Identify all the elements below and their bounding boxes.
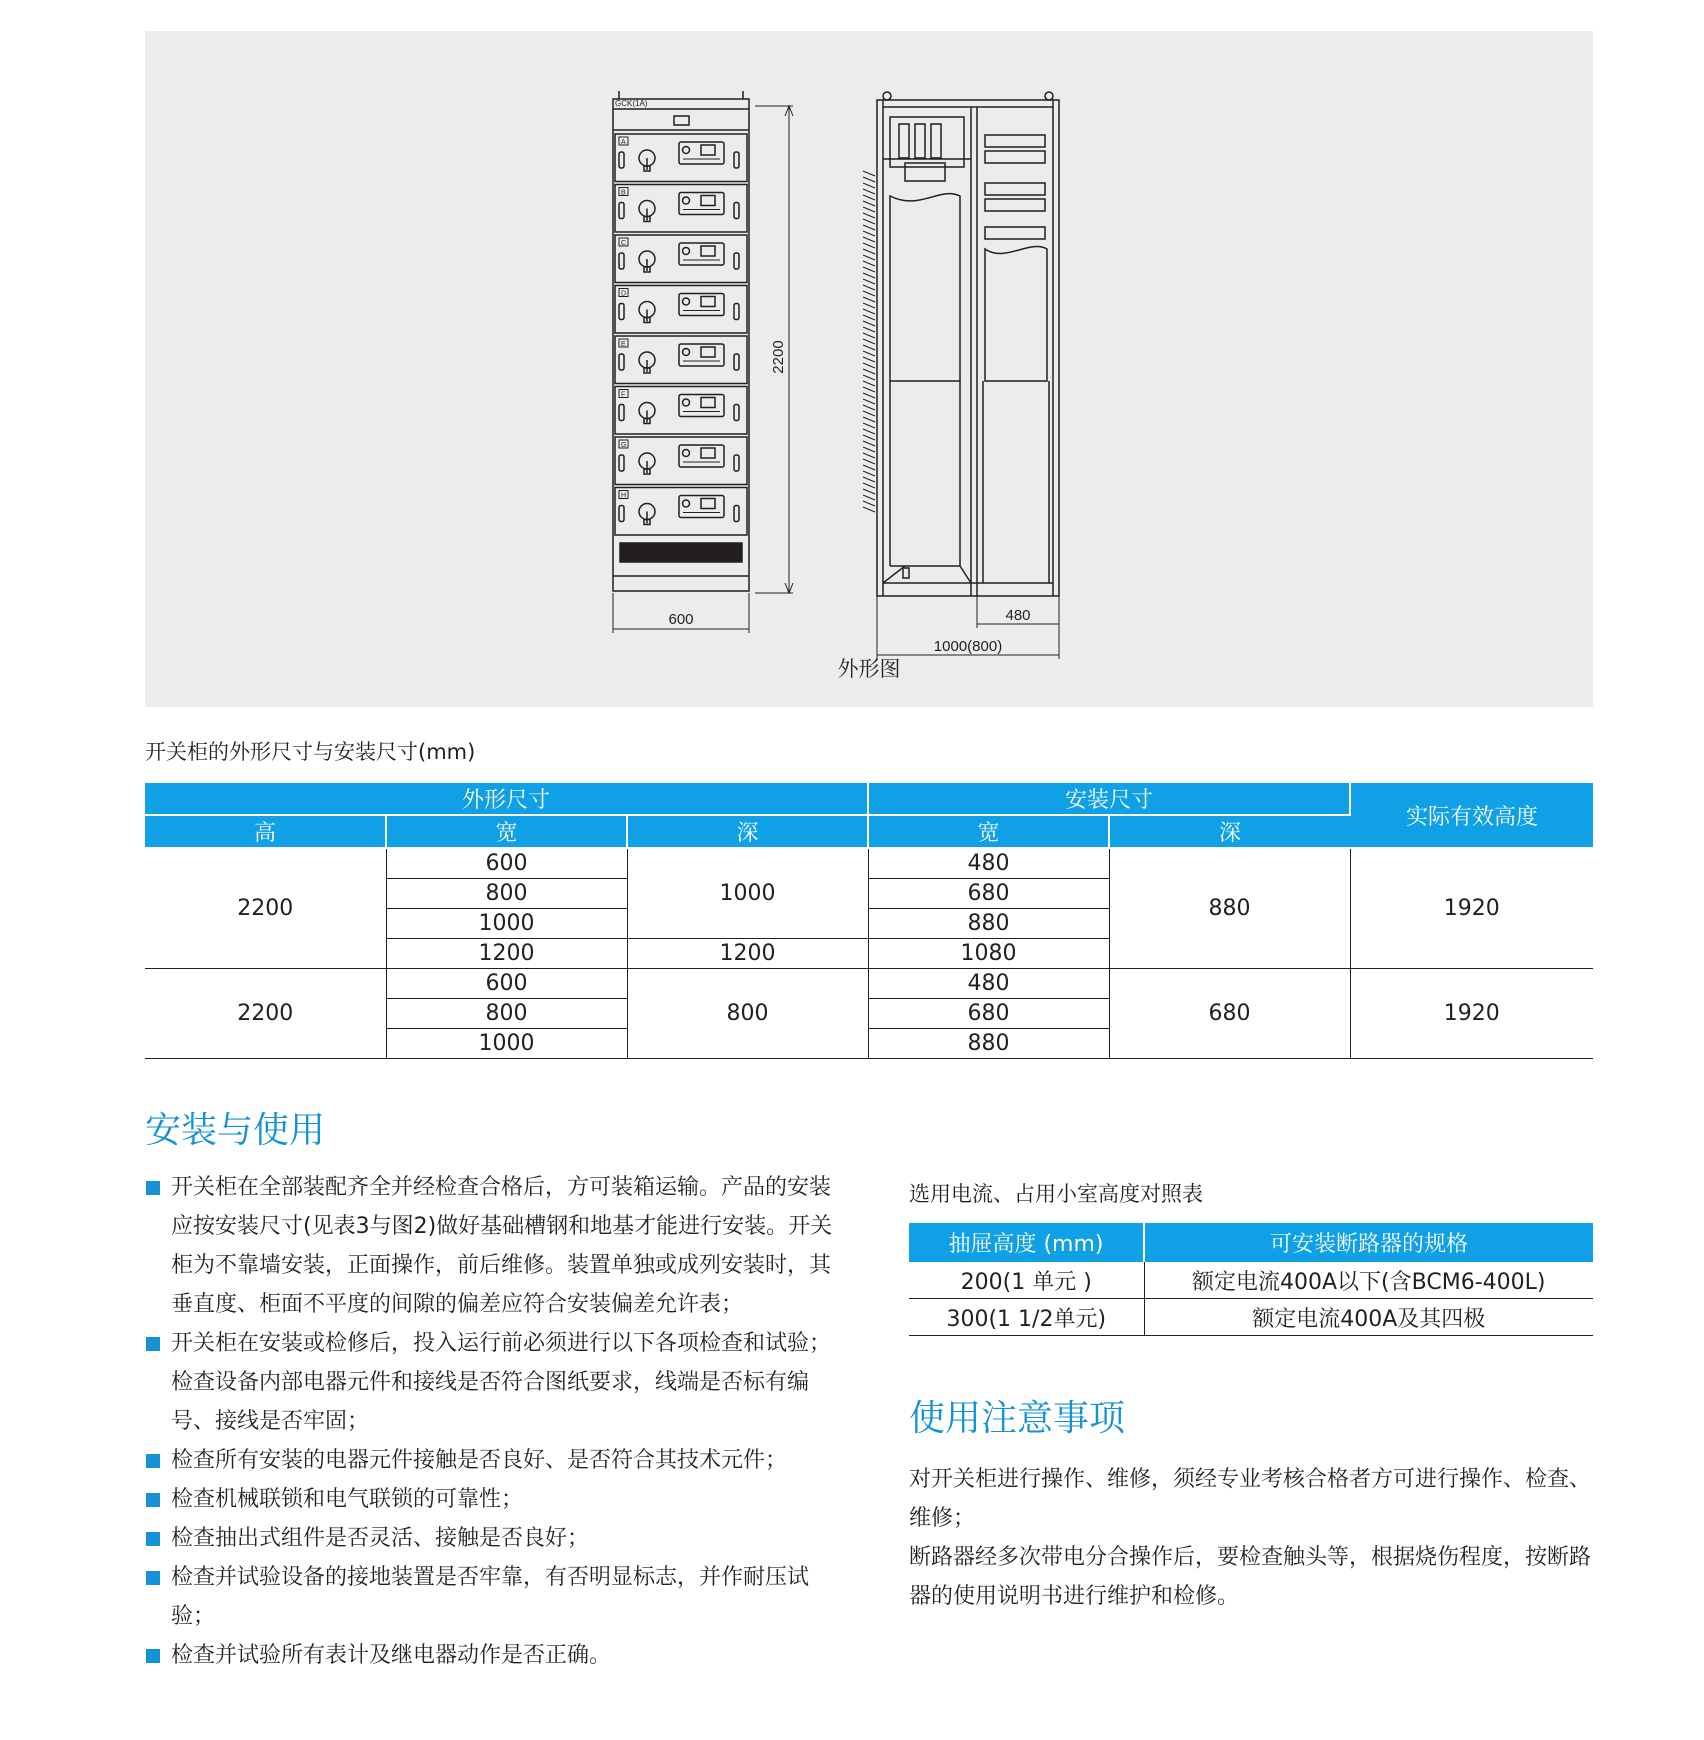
install-depth-cell: 880 xyxy=(1109,848,1350,969)
install-width-cell: 680 xyxy=(868,999,1109,1029)
list-item-text: 开关柜在安装或检修后，投入运行前必须进行以下各项检查和试验；检查设备内部电器元件和接线是否符合图纸要求，线端是否标有编号、接线是否牢固； xyxy=(171,1331,832,1434)
install-width-header: 宽 xyxy=(868,815,1109,848)
side-inner-dimension: 480 xyxy=(1005,607,1031,624)
drawer-letter: C xyxy=(621,240,627,247)
width-cell: 1200 xyxy=(386,939,627,969)
depth-cell: 1200 xyxy=(627,939,868,969)
install-width-cell: 880 xyxy=(868,1029,1109,1059)
bullet-square-icon xyxy=(146,1454,160,1468)
drawer-letter: D xyxy=(621,290,627,298)
depth-cell: 1000 xyxy=(627,848,868,939)
breaker-table-caption: 选用电流、占用小室高度对照表 xyxy=(909,1182,1203,1206)
note-paragraph: 对开关柜进行操作、维修，须经专业考核合格者方可进行操作、检查、维修； xyxy=(909,1467,1592,1531)
list-item xyxy=(145,1519,835,1558)
table-row xyxy=(145,969,1593,999)
drawer-unit xyxy=(615,488,747,536)
install-width-cell: 680 xyxy=(868,879,1109,909)
list-item xyxy=(145,1168,835,1324)
width-cell: 600 xyxy=(386,848,627,879)
cabinet-outline-drawing xyxy=(145,31,1593,707)
width-cell: 1000 xyxy=(386,1029,627,1059)
list-item-text: 开关柜在全部装配齐全并经检查合格后，方可装箱运输。产品的安装应按安装尺寸(见表3与图2)做好基础槽钢和地基才能进行安装。开关柜为不靠墙安装，正面操作，前后维修。装置单独或成列安装时，其垂直度、柜面不平度的间隙的偏差应符合安装偏差允许表； xyxy=(171,1175,833,1317)
dimension-table xyxy=(145,783,1593,1059)
note-paragraph: 断路器经多次带电分合操作后，要检查触头等，根据烧伤程度，按断路器的使用说明书进行维护和检修。 xyxy=(909,1545,1592,1609)
list-item-text: 检查并试验设备的接地装置是否牢靠，有否明显标志，并作耐压试验； xyxy=(171,1565,810,1629)
list-item xyxy=(145,1480,835,1519)
outline-size-header: 外形尺寸 xyxy=(145,783,868,815)
install-checklist xyxy=(145,1168,835,1675)
list-item-text: 检查所有安装的电器元件接触是否良好、是否符合其技术元件； xyxy=(171,1448,788,1473)
bullet-square-icon xyxy=(146,1649,160,1663)
breaker-table xyxy=(909,1223,1593,1336)
bullet-square-icon xyxy=(146,1337,160,1351)
outline-width-header: 宽 xyxy=(386,815,627,848)
notes-section-title: 使用注意事项 xyxy=(909,1398,1126,1439)
height-cell: 2200 xyxy=(145,848,386,969)
breaker-spec-cell: 额定电流400A以下(含BCM6-400L) xyxy=(1144,1262,1593,1299)
front-model-label: GCK(1A) xyxy=(615,99,648,108)
height-dimension: 2200 xyxy=(770,340,787,374)
effective-height-cell: 1920 xyxy=(1350,969,1593,1059)
drawer-unit xyxy=(615,134,747,182)
drawer-unit xyxy=(615,437,747,485)
list-item-text: 检查机械联锁和电气联锁的可靠性； xyxy=(171,1487,524,1512)
effective-height-cell: 1920 xyxy=(1350,848,1593,969)
drawer-letter: A xyxy=(621,139,626,146)
drawer-unit xyxy=(615,185,747,233)
drawer-unit xyxy=(615,387,747,435)
install-depth-cell: 680 xyxy=(1109,969,1350,1059)
drawer-unit xyxy=(615,336,747,384)
drawer-height-cell: 300(1 1/2单元) xyxy=(909,1299,1144,1336)
bullet-square-icon xyxy=(146,1571,160,1585)
list-item xyxy=(145,1558,835,1636)
usage-notes xyxy=(909,1460,1599,1616)
list-item-text: 检查并试验所有表计及继电器动作是否正确。 xyxy=(171,1643,612,1668)
drawer-letter: F xyxy=(621,391,626,399)
width-cell: 800 xyxy=(386,879,627,909)
install-width-cell: 480 xyxy=(868,969,1109,999)
width-cell: 600 xyxy=(386,969,627,999)
bullet-square-icon xyxy=(146,1181,160,1195)
drawer-height-header: 抽屉高度 (mm) xyxy=(909,1223,1144,1262)
table-row xyxy=(909,1299,1593,1336)
drawer-letter: B xyxy=(621,189,626,197)
install-width-cell: 880 xyxy=(868,909,1109,939)
install-size-header: 安装尺寸 xyxy=(868,783,1350,815)
side-depth-dimension: 1000(800) xyxy=(933,638,1003,655)
drawer-letter: G xyxy=(621,442,627,449)
install-width-cell: 1080 xyxy=(868,939,1109,969)
front-view-drawing xyxy=(613,91,793,633)
table-row xyxy=(145,848,1593,879)
outline-depth-header: 深 xyxy=(627,815,868,848)
outline-figure-panel xyxy=(145,31,1593,707)
list-item xyxy=(145,1636,835,1675)
drawer-unit xyxy=(615,235,747,283)
depth-cell: 800 xyxy=(627,969,868,1059)
drawer-units xyxy=(615,134,747,535)
bullet-square-icon xyxy=(146,1532,160,1546)
install-width-cell: 480 xyxy=(868,848,1109,879)
breaker-spec-cell: 额定电流400A及其四极 xyxy=(1144,1299,1593,1336)
side-vent-hatching xyxy=(863,171,875,512)
drawer-height-cell: 200(1 单元 ) xyxy=(909,1262,1144,1299)
breaker-spec-header: 可安装断路器的规格 xyxy=(1144,1223,1593,1262)
bullet-square-icon xyxy=(146,1493,160,1507)
dimension-table-caption: 开关柜的外形尺寸与安装尺寸(mm) xyxy=(145,740,476,764)
drawer-unit xyxy=(615,286,747,334)
height-header: 高 xyxy=(145,815,386,848)
table-row xyxy=(909,1262,1593,1299)
width-cell: 800 xyxy=(386,999,627,1029)
drawer-letter: E xyxy=(621,341,626,348)
effective-height-header: 实际有效高度 xyxy=(1350,783,1593,848)
front-width-dimension: 600 xyxy=(668,611,694,628)
width-cell: 1000 xyxy=(386,909,627,939)
install-section-title: 安装与使用 xyxy=(145,1110,326,1151)
list-item-text: 检查抽出式组件是否灵活、接触是否良好； xyxy=(171,1526,590,1551)
install-depth-header: 深 xyxy=(1109,815,1350,848)
figure-caption: 外形图 xyxy=(837,657,901,681)
list-item xyxy=(145,1324,835,1441)
drawer-letter: H xyxy=(621,492,627,500)
side-view-drawing xyxy=(863,92,1059,659)
list-item xyxy=(145,1441,835,1480)
height-cell: 2200 xyxy=(145,969,386,1059)
